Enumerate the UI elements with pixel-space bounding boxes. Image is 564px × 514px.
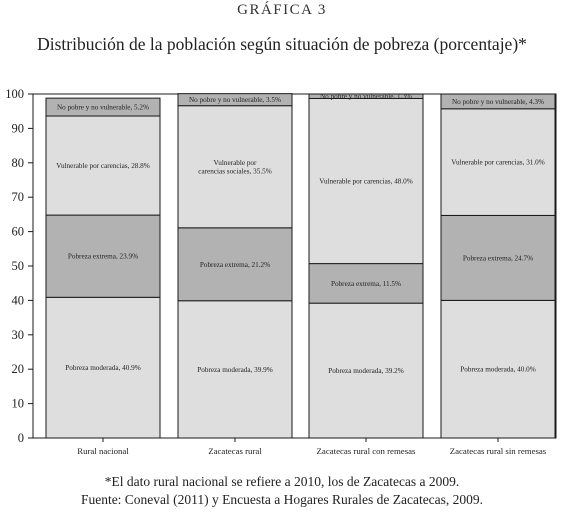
- category-label: Rural nacional: [77, 446, 129, 456]
- y-tick-label: 100: [5, 87, 24, 101]
- segment-label-no-pobre-no-vulnerable: No pobre y no vulnerable, 4.3%: [451, 97, 545, 106]
- category-label: Zacatecas rural: [208, 446, 262, 456]
- segment-label-pobreza-extrema: Pobreza extrema, 24.7%: [462, 254, 534, 263]
- category-label: Zacatecas rural sin remesas: [449, 446, 547, 456]
- segment-label-vulnerable-carencias: Vulnerable por: [213, 159, 257, 168]
- y-tick-label: 90: [11, 121, 24, 136]
- y-tick-label: 0: [17, 431, 24, 445]
- y-tick-label: 10: [11, 396, 24, 411]
- segment-label-pobreza-moderada: Pobreza moderada, 40.9%: [65, 364, 141, 373]
- segment-label-vulnerable-carencias: Vulnerable por carencias, 48.0%: [319, 177, 413, 186]
- segment-label-vulnerable-carencias: carencias sociales, 35.5%: [198, 167, 272, 176]
- footnote: *El dato rural nacional se refiere a 2010, los de Zacatecas a 2009.: [104, 474, 460, 489]
- segment-label-no-pobre-no-vulnerable: No pobre y no vulnerable, 3.5%: [188, 96, 282, 105]
- y-tick-label: 80: [11, 155, 24, 170]
- segment-label-vulnerable-carencias: Vulnerable por carencias, 28.8%: [56, 162, 150, 171]
- y-tick-label: 50: [11, 259, 24, 273]
- segment-label-pobreza-extrema: Pobreza extrema, 23.9%: [67, 252, 139, 261]
- segment-label-pobreza-extrema: Pobreza extrema, 11.5%: [331, 279, 401, 288]
- figure-label: GRÁFICA 3: [237, 2, 327, 18]
- category-label: Zacatecas rural con remesas: [316, 446, 416, 456]
- segment-label-no-pobre-no-vulnerable: No pobre y no vulnerable, 1.3%: [319, 92, 413, 101]
- segment-label-no-pobre-no-vulnerable: No pobre y no vulnerable, 5.2%: [56, 103, 150, 112]
- segment-label-pobreza-moderada: Pobreza moderada, 39.2%: [328, 367, 404, 376]
- segment-label-pobreza-moderada: Pobreza moderada, 39.9%: [197, 365, 273, 374]
- segment-label-pobreza-extrema: Pobreza extrema, 21.2%: [199, 260, 271, 269]
- source-note: Fuente: Coneval (2011) y Encuesta a Hogares Rurales de Zacatecas, 2009.: [80, 492, 484, 507]
- segment-label-vulnerable-carencias: Vulnerable por carencias, 31.0%: [451, 158, 545, 167]
- y-tick-label: 20: [11, 362, 24, 377]
- y-tick-label: 60: [11, 224, 24, 239]
- y-tick-label: 40: [11, 293, 24, 308]
- segment-label-pobreza-moderada: Pobreza moderada, 40.0%: [460, 365, 536, 374]
- y-tick-label: 30: [11, 327, 24, 342]
- chart-title: Distribución de la población según situación de pobreza (porcentaje)*: [37, 34, 527, 54]
- y-tick-label: 70: [11, 190, 24, 205]
